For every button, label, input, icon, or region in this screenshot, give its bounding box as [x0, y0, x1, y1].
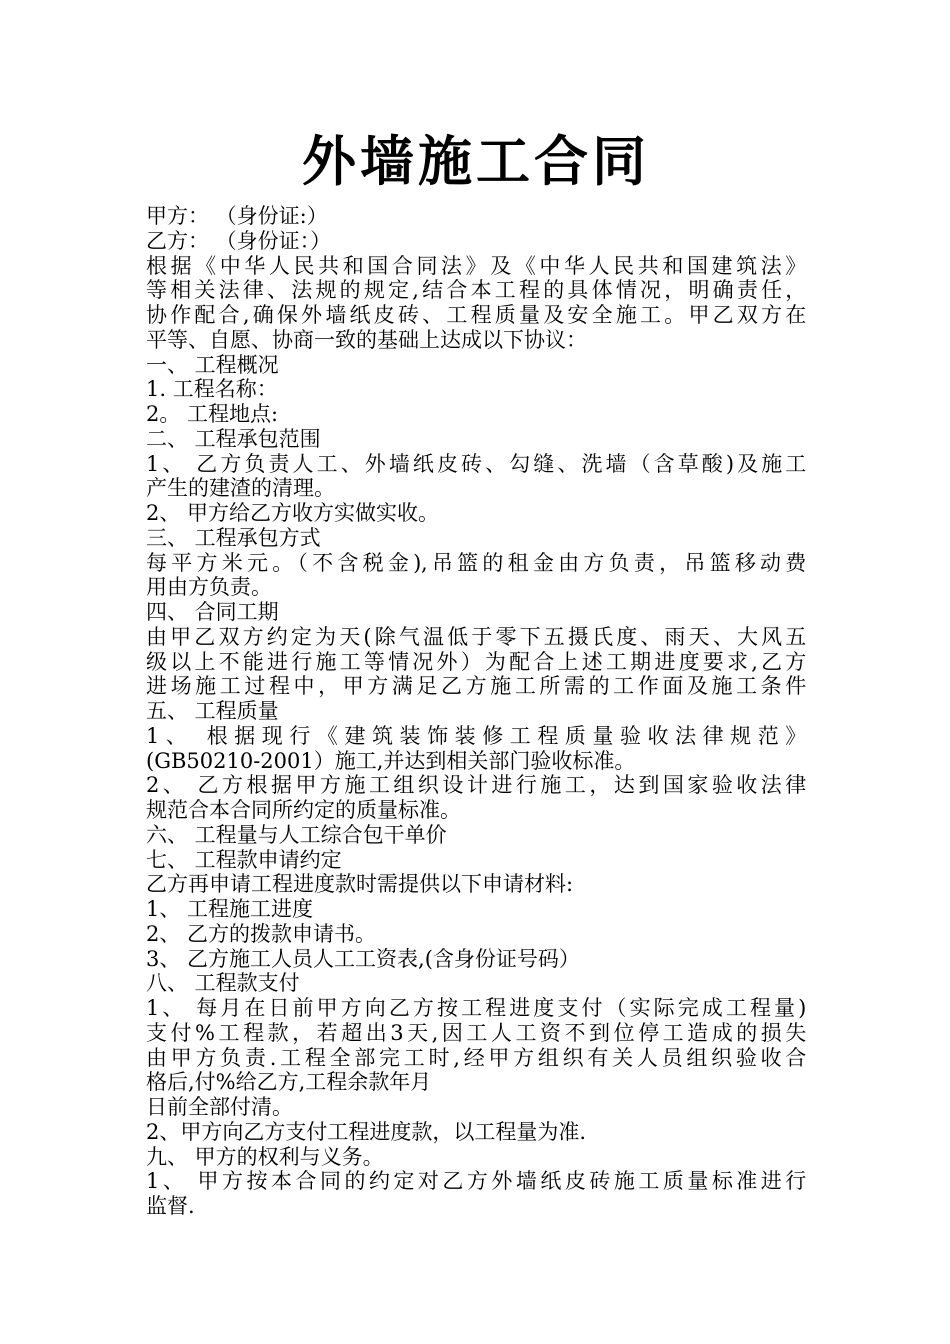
clause-line: 3、 乙方施工人员人工工资表,(含身份证号码）	[146, 946, 580, 971]
party-b-line: 乙方： （身份证：）	[146, 228, 332, 253]
section-heading: 九、 甲方的权利与义务。	[146, 1144, 384, 1169]
clause-line: (GB50210-2001）施工,并达到相关部门验收标准。	[146, 748, 636, 773]
clause-line: 监督.	[146, 1194, 195, 1218]
clause-line: 1、 工程施工进度	[146, 897, 314, 921]
contract-page	[146, 118, 806, 1219]
clause-line: 2。 工程地点:	[146, 402, 279, 426]
clause-line: 1、 乙方负责人工、外墙纸皮砖、勾缝、洗墙（含草酸)及施工	[146, 451, 806, 476]
section-heading: 七、 工程款申请约定	[146, 847, 342, 872]
section-heading: 三、 工程承包方式	[146, 525, 321, 550]
clause-line: 2、 甲方给乙方收方实做实收。	[146, 501, 440, 525]
clause-line: 1、 根据现行《建筑装饰装修工程质量验收法律规范》	[146, 723, 806, 748]
section-heading: 二、 工程承包范围	[146, 426, 321, 451]
document-title: 外墙施工合同	[302, 129, 650, 193]
clause-line: 2、 乙方根据甲方施工组织设计进行施工，达到国家验收法律	[146, 773, 806, 798]
clause-line: 规范合本合同所约定的质量标准。	[146, 798, 461, 822]
preamble-line: 协作配合,确保外墙纸皮砖、工程质量及安全施工。甲乙双方在	[146, 303, 806, 327]
clause-line: 1、 每月在日前甲方向乙方按工程进度支付（实际完成工程量)	[146, 996, 806, 1020]
section-heading: 五、 工程质量	[146, 699, 279, 723]
clause-line: 用由方负责。	[146, 575, 272, 600]
clause-line: 1、 甲方按本合同的约定对乙方外墙纸皮砖施工质量标准进行	[146, 1169, 806, 1194]
clause-line: 格后,付%给乙方,工程余款年月	[146, 1070, 432, 1095]
clause-line: 2、甲方向乙方支付工程进度款，以工程量为准.	[146, 1119, 587, 1144]
preamble-line: 根据《中华人民共和国合同法》及《中华人民共和国建筑法》	[146, 253, 806, 278]
clause-line: 支付%工程款，若超出3天,因工人工资不到位停工造成的损失	[146, 1020, 806, 1045]
party-a-line: 甲方： （身份证:）	[146, 204, 328, 228]
preamble-line: 平等、自愿、协商一致的基础上达成以下协议：	[146, 327, 587, 352]
section-heading: 八、 工程款支付	[146, 971, 300, 996]
section-heading: 六、 工程量与人工综合包干单价	[146, 822, 447, 847]
clause-line: 1. 工程名称：	[146, 377, 278, 402]
clause-line: 2、 乙方的拨款申请书。	[146, 921, 377, 946]
clause-line: 每平方米元。（不含税金),吊篮的租金由方负责，吊篮移动费	[146, 550, 806, 575]
clause-line: 日前全部付清。	[146, 1095, 293, 1119]
section-heading: 四、 合同工期	[146, 600, 279, 624]
preamble-line: 等相关法律、法规的规定,结合本工程的具体情况，明确责任，	[146, 278, 806, 303]
clause-line: 由甲方负责.工程全部完工时,经甲方组织有关人员组织验收合	[146, 1045, 806, 1070]
clause-line: 由甲乙双方约定为天(除气温低于零下五摄氏度、雨天、大风五	[146, 624, 806, 649]
clause-line: 乙方再申请工程进度款时需提供以下申请材料:	[146, 872, 574, 897]
clause-line: 进场施工过程中，甲方满足乙方施工所需的工作面及施工条件	[146, 674, 806, 699]
section-heading: 一、 工程概况	[146, 352, 279, 377]
clause-line: 级以上不能进行施工等情况外）为配合上述工期进度要求,乙方	[146, 649, 806, 674]
clause-line: 产生的建渣的清理。	[146, 476, 335, 501]
